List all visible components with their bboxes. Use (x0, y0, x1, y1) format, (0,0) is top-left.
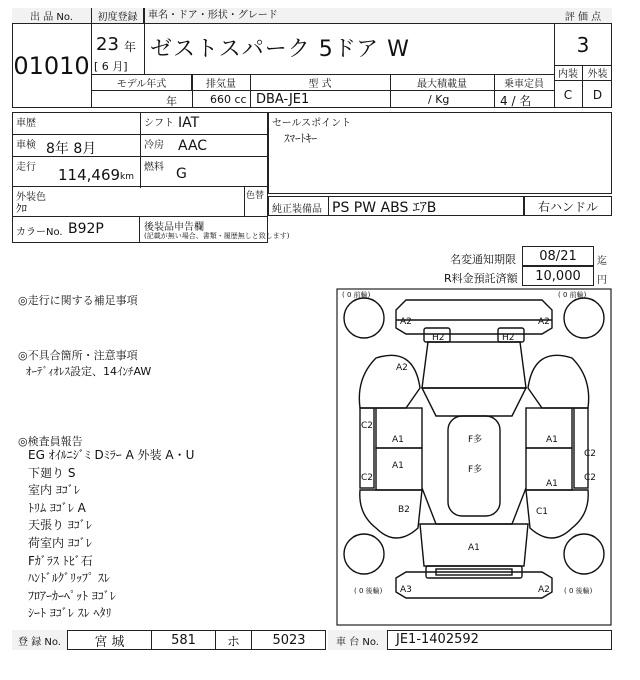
rear-left-wheel (344, 534, 384, 574)
inspector-line: 室内 ﾖｺﾞﾚ (28, 483, 80, 498)
rear-left-quarter (360, 490, 422, 538)
displacement-label: 排気量 (206, 78, 236, 90)
recycle-label: R料金預託済額 (444, 272, 518, 285)
steering-value: 右ハンドル (524, 196, 612, 216)
name-change-unit: 迄 (597, 256, 607, 267)
inspector-line: 天張り ﾖｺﾞﾚ (28, 518, 92, 533)
model-year-label: モデル年式 (92, 74, 192, 90)
damage-mark: A2 (538, 317, 550, 327)
reg-number: 5023 (272, 632, 306, 648)
car-damage-diagram (336, 288, 612, 626)
fuel-label: 燃料 (144, 162, 164, 173)
inspector-line: EG ｵｲﾙﾆｼﾞﾐ Dﾐﾗｰ A 外装 A・U (28, 448, 195, 462)
sales-points-value: ｽﾏｰﾄｷｰ (284, 132, 317, 145)
name-change-value: 08/21 (522, 246, 594, 266)
defects-label: ◎不具合箇所・注意事項 (18, 349, 138, 362)
wheel-mark: ( 0 前輪) (558, 291, 587, 299)
model-value: DBA-JE1 (256, 92, 310, 107)
interior-grade: C (554, 81, 583, 108)
inspector-line: ﾊﾝﾄﾞﾙｸﾞﾘｯﾌﾟ ｽﾚ (28, 571, 110, 586)
reg-kana: ホ (216, 630, 252, 650)
damage-mark: F多 (468, 465, 483, 475)
shift-value: IAT (178, 115, 200, 131)
rear-right-wheel (564, 534, 604, 574)
inspector-line: Fｶﾞﾗｽ ﾄﾋﾞ石 (28, 553, 93, 568)
mileage-label: 走行 (16, 162, 36, 173)
displacement-value: 660 cc (210, 93, 247, 106)
shift-label: シフト (144, 118, 174, 129)
car-name: ゼストスパーク 5ドア W (150, 37, 410, 62)
rear-window (422, 488, 526, 524)
damage-mark: C2 (361, 473, 374, 483)
history-label: 車歴 (16, 118, 36, 129)
front-left-wheel (344, 298, 384, 338)
fuel-value: G (176, 166, 187, 182)
wheel-mark: ( 0 前輪) (342, 291, 371, 299)
recycle-value: 10,000 (522, 266, 594, 286)
aircon-label: 冷房 (144, 140, 164, 151)
damage-mark: A2 (396, 363, 408, 373)
score-value: 3 (576, 33, 590, 57)
first-reg-month: [ 6 月] (94, 60, 128, 73)
max-load-value: / Kg (428, 93, 450, 106)
reg-class: 581 (152, 630, 216, 650)
aftermarket-note: (記載が無い場合、書類・履歴無しと致します) (144, 232, 290, 240)
inspection-value: 8年 8月 (46, 141, 97, 157)
mileage-value: 114,469 (58, 166, 121, 184)
lot-label: 出 品 No. (12, 8, 92, 24)
sales-points-label: セールスポイント (272, 118, 352, 129)
inspector-label: ◎検査員報告 (18, 435, 83, 448)
year-unit: 年 (124, 40, 137, 54)
damage-mark: A3 (400, 585, 412, 595)
windshield (422, 388, 526, 416)
score-label: 評 価 点 (554, 8, 612, 24)
genuine-equip-value: PS PW ABS ｴｱB (332, 200, 437, 216)
inspector-line: ﾌﾛｱｰｶｰﾍﾟｯﾄ ﾖｺﾞﾚ (28, 588, 116, 603)
first-reg-year: 23 (96, 34, 119, 55)
damage-mark: A1 (468, 543, 480, 553)
front-right-fender (528, 355, 589, 408)
aftermarket-label: 後装品申告欄 (144, 222, 204, 233)
hood-outline (422, 342, 526, 388)
exterior-grade: D (592, 87, 603, 102)
capacity-value: 4 / 名 (500, 94, 532, 108)
aircon-value: AAC (178, 138, 208, 154)
damage-mark: A1 (546, 435, 558, 445)
front-right-wheel (564, 298, 604, 338)
rear-bumper-outline (396, 572, 552, 598)
mileage-unit: km (120, 172, 134, 182)
wheel-mark: ( 0 後輪) (354, 587, 383, 595)
inspection-label: 車検 (16, 140, 36, 151)
lot-number: 01010 (12, 24, 92, 108)
exterior-color-label: 外装色 (16, 192, 46, 203)
damage-mark: H2 (502, 333, 515, 343)
damage-mark: A2 (400, 317, 412, 327)
chassis-number: JE1-1402592 (396, 632, 479, 647)
exterior-label: 外装 (583, 65, 612, 81)
interior-label: 内装 (554, 65, 583, 81)
reg-area: 宮 城 (68, 630, 152, 650)
driving-notes-label: ◎走行に関する補足事項 (18, 294, 138, 307)
registration-label: 登 録 No. (12, 630, 68, 650)
damage-mark: A1 (392, 435, 404, 445)
inspector-report (28, 447, 318, 623)
damage-mark: F多 (468, 435, 483, 445)
car-name-label: 車名・ドア・形状・グレード (144, 8, 554, 24)
damage-mark: A1 (546, 479, 558, 489)
wheel-mark: ( 0 後輪) (564, 587, 593, 595)
damage-mark: C2 (584, 473, 597, 483)
damage-mark: H2 (432, 333, 445, 343)
model-label: 型 式 (308, 78, 332, 90)
inspector-line: ｼｰﾄ ﾖｺﾞﾚ ｽﾚ ﾍﾀﾘ (28, 606, 112, 621)
exterior-color-value: ｸﾛ (16, 202, 27, 215)
damage-mark: A1 (392, 461, 404, 471)
first-reg-label: 初度登録 (92, 8, 144, 24)
color-no-label: カラーNo. (16, 227, 63, 238)
damage-mark: C2 (361, 421, 374, 431)
inspector-line: 荷室内 ﾖｺﾞﾚ (28, 535, 92, 550)
damage-mark: C2 (584, 449, 597, 459)
recycle-unit: 円 (597, 275, 607, 286)
name-change-label: 名変通知期限 (450, 253, 516, 266)
chassis-label: 車 台 No. (328, 630, 388, 650)
damage-mark: A2 (538, 585, 550, 595)
max-load-label: 最大積載量 (417, 78, 467, 90)
front-bumper-outline (396, 300, 552, 334)
inspector-line: 下廻り S (28, 465, 76, 480)
capacity-label: 乗車定員 (504, 78, 544, 90)
damage-mark: C1 (536, 507, 549, 517)
front-left-fender (359, 355, 420, 408)
inspector-line: ﾄﾘﾑ ﾖｺﾞﾚ A (28, 500, 86, 515)
color-change-label: 色替 (246, 191, 265, 201)
genuine-equip-label: 純正装備品 (272, 204, 322, 215)
color-no-value: B92P (68, 221, 104, 237)
defects-text: ｵｰﾃﾞｨｵﾚｽ設定、14ｲﾝﾁAW (26, 365, 152, 378)
damage-mark: B2 (398, 505, 410, 515)
model-year-unit: 年 (166, 95, 177, 108)
